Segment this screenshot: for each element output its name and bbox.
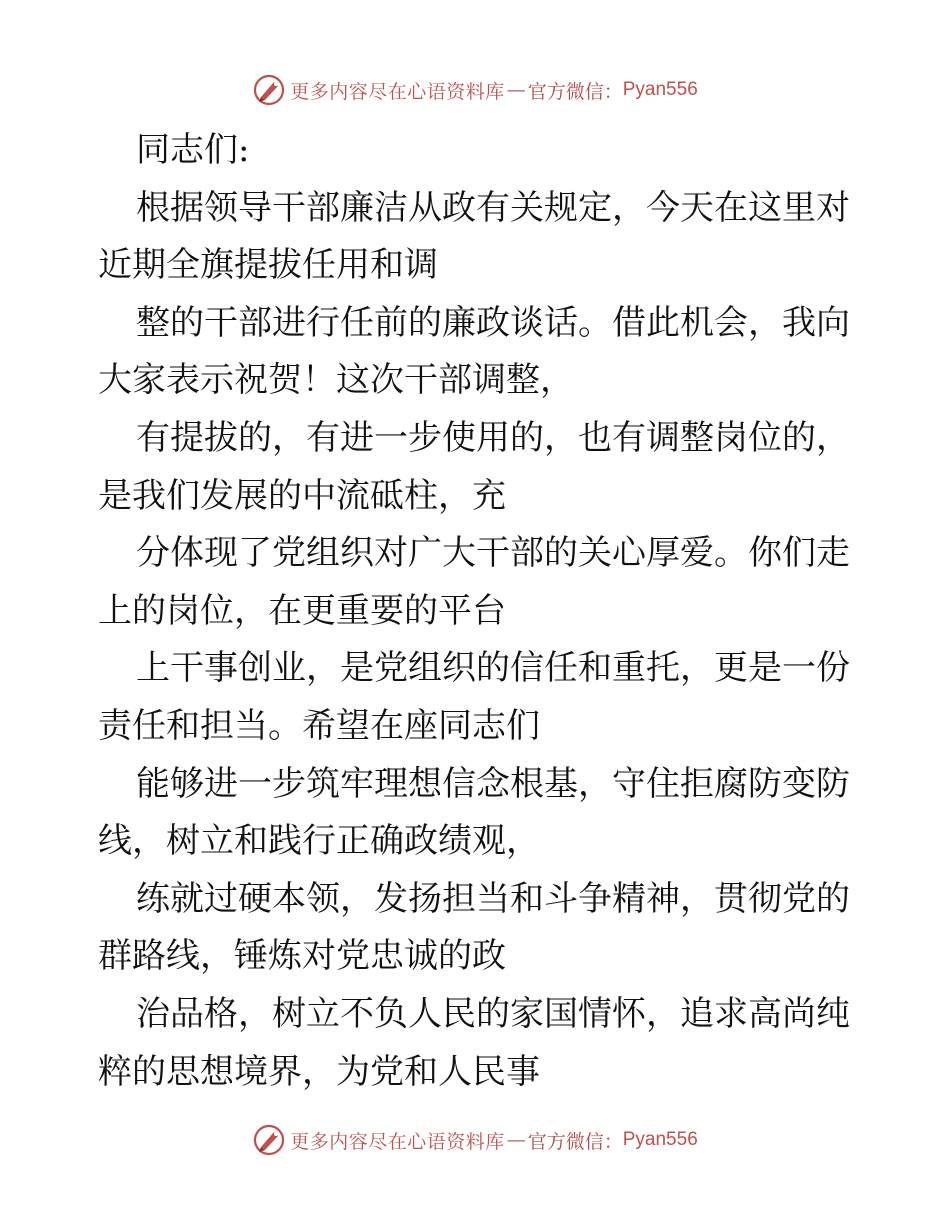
body-line: 责任和担当。希望在座同志们 xyxy=(98,705,540,746)
body-line: 整的干部进行任前的廉政谈话。借此机会，我向 xyxy=(136,302,850,343)
body-line: 是我们发展的中流砥柱，充 xyxy=(98,475,506,516)
salutation-line: 同志们: xyxy=(136,130,250,170)
watermark-wechat-id: Pyan556 xyxy=(622,1129,698,1150)
body-line: 根据领导干部廉洁从政有关规定，今天在这里对 xyxy=(136,187,850,228)
watermark-wechat-id: Pyan556 xyxy=(622,79,698,100)
pen-logo-icon xyxy=(252,1123,286,1157)
body-line: 近期全旗提拔任用和调 xyxy=(98,245,438,286)
body-line: 治品格，树立不负人民的家国情怀，追求高尚纯 xyxy=(136,993,850,1034)
body-line: 上干事创业，是党组织的信任和重托，更是一份 xyxy=(136,648,850,689)
body-line: 有提拔的，有进一步使用的，也有调整岗位的， xyxy=(136,417,850,458)
pen-logo-icon xyxy=(252,73,286,107)
body-line: 粹的思想境界，为党和人民事 xyxy=(98,1051,540,1092)
footer-watermark xyxy=(0,1120,950,1160)
body-line: 分体现了党组织对广大干部的关心厚爱。你们走 xyxy=(136,533,850,574)
watermark-main-text: 更多内容尽在心语资料库 xyxy=(290,1130,505,1153)
watermark-dash: — xyxy=(506,1129,526,1151)
watermark-sub-text: 官方微信： xyxy=(527,80,623,103)
body-line: 大家表示祝贺！这次干部调整， xyxy=(98,360,574,401)
body-line: 能够进一步筑牢理想信念根基，守住拒腐防变防 xyxy=(136,763,850,804)
header-watermark xyxy=(0,70,950,110)
watermark-main-text: 更多内容尽在心语资料库 xyxy=(290,80,505,103)
body-line: 上的岗位，在更重要的平台 xyxy=(98,590,506,631)
body-line: 练就过硬本领，发扬担当和斗争精神，贯彻党的 xyxy=(136,878,850,919)
watermark-dash: — xyxy=(506,79,526,101)
body-line: 线，树立和践行正确政绩观， xyxy=(98,821,540,862)
document-body xyxy=(98,122,858,1101)
body-line: 群路线，锤炼对党忠诚的政 xyxy=(98,936,506,977)
watermark-sub-text: 官方微信： xyxy=(527,1130,623,1153)
